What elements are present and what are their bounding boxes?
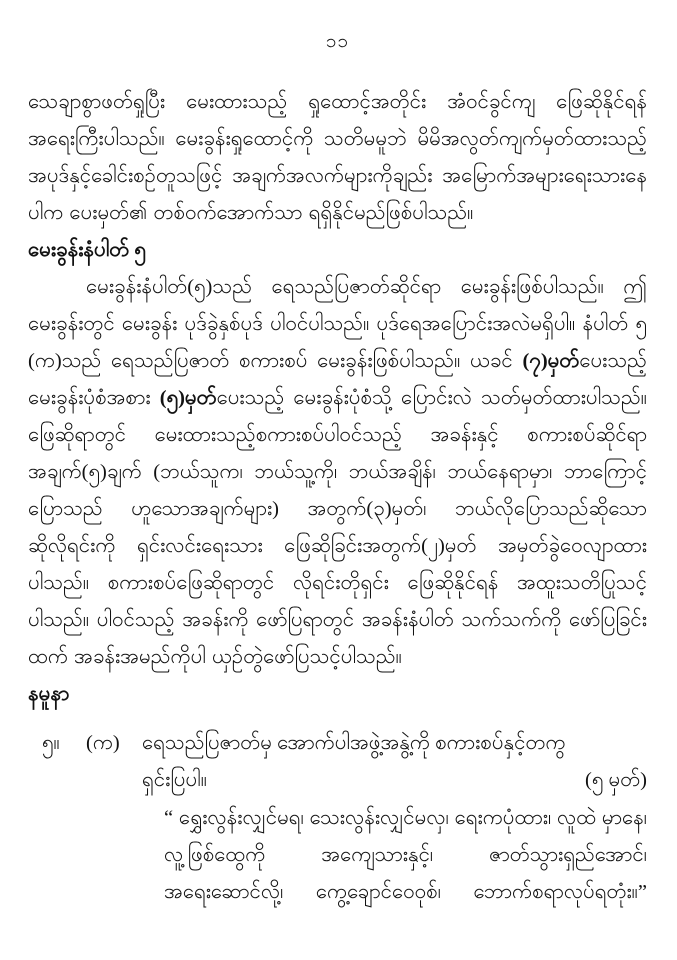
question5-marks-5: (၅)မှတ် [159,387,217,409]
verse-line-2: လူ့ဖြစ်ထွေကို အကျေသားနှင့်၊ ဇာတ်သွားရှည်အောင်၊ [164,844,647,866]
sample-question-body [142,725,647,911]
sample-item-number: ၅။ [42,732,60,754]
intro-paragraph: သေချာစွာဖတ်ရှုပြီး မေးထားသည့် ရှုထောင့်အတိုင်း အံဝင်ခွင်ကျ ဖြေဆိုနိုင်ရန်အရေးကြီးပါသည်။ မေးခွန်းရှုထောင့်ကို သတိမမူဘဲ မိမိအလွတ်ကျက်မှတ်ထားသည့် အပုဒ်နှင့်ခေါင်းစဉ်တူသဖြင့် အချက်အလက်များကိုချည်း အမြောက်အများရေးသားနေပါက ပေးမှတ်၏ တစ်ဝက်အောက်သာ ရရှိနိုင်မည်ဖြစ်ပါသည်။ [28,91,647,224]
sample-verse-quote [142,800,647,911]
sample-question-line1: ရေသည်ပြဇာတ်မှ အောက်ပါအဖွဲ့အနွဲ့ကို စကားစပ်နှင့်တကွ [142,732,566,754]
question5-text-seg1: မေးခွန်းနံပါတ်(၅)သည် ရေသည်ပြဇာတ်ဆိုင်ရာ မေးခွန်းဖြစ်ပါသည်။ ဤမေးခွန်းတွင် မေးခွန်း ပုဒ်ခွဲနှစ်ပုဒ် ပါဝင်ပါသည်။ ပုဒ်ရေအပြောင်းအလဲမရှိပါ။ နံပါတ် ၅ (က)သည် ရေသည်ပြဇာတ် စကားစပ် မေးခွန်းဖြစ်ပါသည်။ ယခင် [28,276,647,372]
question5-text-seg3: ပေးသည့် မေးခွန်းပုံစံသို့ ပြောင်းလဲ သတ်မှတ်ထားပါသည်။ ဖြေဆိုရာတွင် မေးထားသည့်စကားစပ်ပါဝင်သည့် အခန်းနှင့် စကားစပ်ဆိုင်ရာ အချက်(၅)ချက် (ဘယ်သူက၊ ဘယ်သူ့ကို၊ ဘယ်အချိန်၊ ဘယ်နေရာမှာ၊ ဘာကြောင့်ပြောသည် ဟူသောအချက်များ) အတွက်(၃)မှတ်၊ ဘယ်လိုပြောသည်ဆိုသော ဆိုလိုရင်းကို ရှင်းလင်းရေးသား ဖြေဆိုခြင်းအတွက်(၂)မှတ် အမှတ်ခွဲဝေလျာထားပါသည်။ စကားစပ်ဖြေဆိုရာတွင် လိုရင်းတိုရှင်း ဖြေဆိုနိုင်ရန် အထူးသတိပြုသင့်ပါသည်။ ပါဝင်သည့် အခန်းကို ဖော်ပြရာတွင် အခန်းနံပါတ် သက်သက်ကို ဖော်ပြခြင်းထက် အခန်းအမည်ကိုပါ ယှဉ်တွဲဖော်ပြသင့်ပါသည်။ [28,387,647,668]
question5-paragraph [28,269,647,676]
question5-text-seg2: ပေးသည့် မေးခွန်းပုံစံအစား [28,350,647,409]
verse-line-1: “ ရွှေးလွန်းလျှင်မရ၊ သေးလွန်းလျှင်မလှ၊ ရေးကပုံထား၊ လူထဲ မှာနေ၊ [164,807,647,829]
sample-question-line2-row [142,762,647,799]
sample-item-letter: (က) [86,732,120,754]
verse-line-3: အရေးဆောင်လို့၊ ကွေ့ချောင်ဝေဝုစ်၊ ဘောက်စရာလုပ်ရတုံး။” [164,881,647,903]
section-heading-sample: နမူနာ [28,683,70,705]
sample-question-block [28,725,647,911]
sample-question-marks: (၅ မှတ်) [585,769,647,791]
section-heading-question5: မေးခွန်းနံပါတ် ၅ [28,239,146,261]
page-number: ၁၁ [325,31,350,52]
sample-question-line2: ရှင်းပြပါ။ [142,769,207,791]
question5-marks-7: (၇)မှတ် [522,350,580,372]
